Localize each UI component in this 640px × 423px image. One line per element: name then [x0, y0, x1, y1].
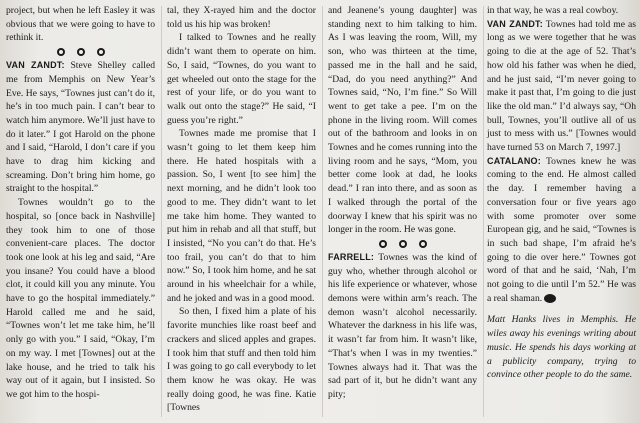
paragraph — [167, 305, 316, 415]
end-of-article-icon — [544, 294, 556, 303]
divider-ornament-icon — [97, 48, 105, 56]
paragraph-text: I talked to Townes and he really didn’t want them to operate on him. So, I said, “Townes, do you want to get wheeled out onto the stage for the rest of your life, or do you want to walk out onto the stage?” He said, “I guess you’re right.” — [167, 32, 316, 126]
speaker-name: VAN ZANDT: — [6, 60, 65, 71]
paragraph — [328, 251, 477, 402]
paragraph-text: Townes had told me as long as we were together that he was going to die at the age of 52. That’s how old his father was when he died, and he just said, “I’m never going to make it past that, I’m going to die just like the old man.” I’d always say, “Oh bull, Townes, you’ll outlive all of us just to mess with us.” [Townes would have turned 53 on March 7, 1997.] — [487, 18, 636, 154]
paragraph-text: project, but when he left Easley it was obvious that we were going to have to rethink it. — [6, 5, 155, 44]
paragraph — [167, 4, 316, 31]
divider-ornament-icon — [77, 48, 85, 56]
divider-ornament-icon — [399, 240, 407, 248]
paragraph-text: Townes was the kind of guy who, whether through alcohol or his life experience or whatever, whose demons were within arm’s reach. The demon wasn’t alcohol necessarily. Whatever the darkness in his life was, it wasn’t far from him. It wasn’t like, “That’s when I was in my twenties.” Townes always had it. That was the sad part of it, but he didn’t want any pity; — [328, 251, 477, 400]
paragraph-text: Matt Hanks lives in Memphis. He wiles away his evenings writing about music. He spends his days working at a publicity company, trying to convince other people to do the same. — [487, 314, 636, 381]
section-divider — [6, 45, 155, 59]
paragraph — [487, 4, 636, 18]
divider-ornament-icon — [419, 240, 427, 248]
paragraph-text: Townes wouldn’t go to the hospital, so [once back in Nashville] they took him to one of those convenient-care places. The doctor took one look at his leg and said, “Are you insane? You could have a blood clot, it could kill you any minute. You have to go the hospital immediately.” Harold called me and he said, “Townes won’t let me take him, he’ll only go with you.” I said, “Okay, I’m on my way. I met [Townes] out at the lake house, and he tried to talk his way out of it again, but I insisted. So we got him to the hospi- — [6, 197, 155, 400]
author-bio — [487, 313, 636, 382]
paragraph-text: tal, they X-rayed him and the doctor told us his hip was broken! — [167, 5, 316, 30]
divider-ornament-icon — [379, 240, 387, 248]
speaker-name: CATALANO: — [487, 155, 541, 166]
paragraph-text: So then, I fixed him a plate of his favorite munchies like roast beef and crackers and sliced apples and grapes. I took him that stuff and then told him I was going to go call everybody to let them know he was okay. He was really doing good, he was fine. Katie [Townes — [167, 306, 316, 414]
section-divider — [328, 237, 477, 251]
text-column-3 — [328, 4, 477, 402]
paragraph-text: and Jeanene’s young daughter] was standing next to him talking to him. As I was leaving the room, Will, my son, who was thirteen at the time, passed me in the hall and he said, “Dad, do you need anything?” And Townes said, “No, I’m fine.” So Will went to get take a pee. I’m on the phone in the living room. Will comes out of the bathroom and looks in on Townes and he comes running into the living room and he says, “Mom, you better come look at dad, he looks dead.” I ran into there, and as soon as I walked through the portal of the doorway I knew that his spirit was no longer in the room. He was gone. — [328, 5, 477, 236]
paragraph — [487, 18, 636, 155]
paragraph-text: Steve Shelley called me from Memphis on New Year’s Eve. He says, “Townes just can’t do it, he’s in too much pain. I can’t bear to watch him anymore. We’ll just have to do it later.” I got Harold on the phone and I said, “Harold, I don’t care if you have to drag him kicking and screaming. Don’t bring him home, go straight to the hospital.” — [6, 60, 155, 195]
paragraph — [167, 127, 316, 305]
paragraph — [6, 59, 155, 196]
paragraph-text: Townes made me promise that I wasn’t going to let them keep him there. He hated hospitals with a passion. So, I went [to see him] the next morning, and he didn’t look too good to me. They didn’t want to let me take him home. They wanted to put him in rehab and all that stuff, but I insisted, “No you can’t do that. He’s too frail, you can’t do that to him now.” So, I took him home, and he sat around in his wheelchair for a while, and he joked and was in a good mood. — [167, 128, 316, 304]
paragraph-text: Townes knew he was coming to the end. He almost called the day. I remember having a conversation four or five years ago with some promoter over some European gig, and he said, “Townes is in such bad shape, I’m afraid he’s going to die over here.” Townes got word of that and he said, ‘Nah, I’m not going to die until I’m 52.” He was a real shaman. — [487, 155, 636, 304]
divider-ornament-icon — [57, 48, 65, 56]
speaker-name: FARRELL: — [328, 251, 375, 262]
text-column-4 — [487, 4, 636, 382]
paragraph — [6, 4, 155, 45]
paragraph — [328, 4, 477, 237]
paragraph — [6, 196, 155, 402]
column-gutter — [483, 6, 484, 417]
text-column-1 — [6, 4, 155, 402]
paragraph — [487, 155, 636, 306]
speaker-name: VAN ZANDT: — [487, 18, 543, 29]
paragraph — [167, 31, 316, 127]
column-gutter — [161, 6, 162, 417]
column-gutter — [322, 6, 323, 417]
paragraph-text: in that way, he was a real cowboy. — [487, 5, 619, 16]
text-column-2 — [167, 4, 316, 415]
